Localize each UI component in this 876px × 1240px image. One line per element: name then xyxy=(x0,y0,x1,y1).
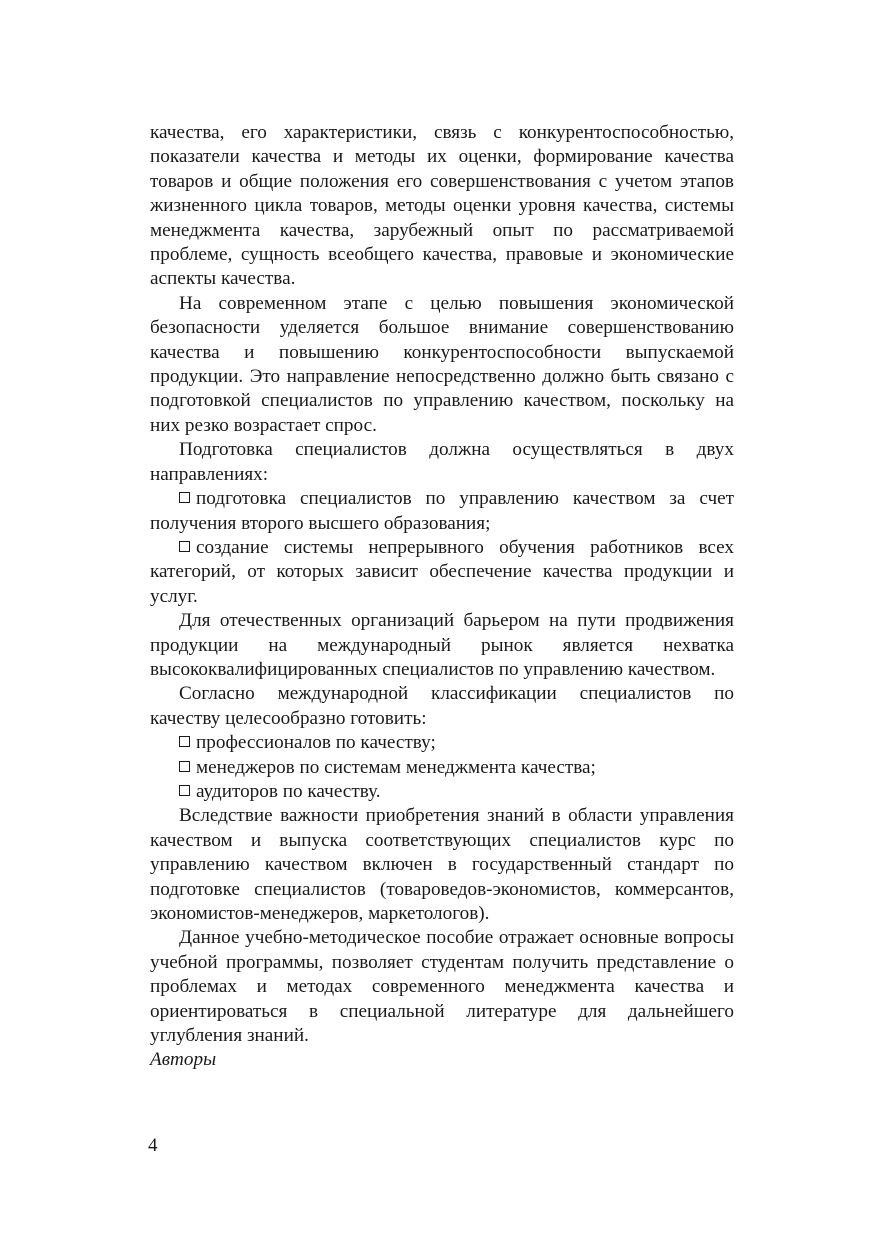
list-item-text: профессионалов по качеству; xyxy=(196,732,436,754)
page-body xyxy=(150,121,734,1073)
list-item xyxy=(150,780,734,804)
checkbox-square-icon xyxy=(179,785,190,796)
checkbox-square-icon xyxy=(179,761,190,772)
paragraph-state-standard: Вследствие важности приобретения знаний в области управления качеством и выпуска соответствующих специалистов курс по управлению качеством включен в государственный стандарт по подготовке специалистов (товароведов-экономистов, коммерсантов, экономистов-менеджеров, маркетологов). xyxy=(150,805,734,924)
paragraph-manual-purpose: Данное учебно-методическое пособие отражает основные вопросы учебной программы, позволяет студентам получить представление о проблемах и методах современного менеджмента качества и ориентироваться в специальной литературе для дальнейшего углубления знаний. xyxy=(150,927,734,1047)
list-item-text: создание системы непрерывного обучения работников всех категорий, от которых зависит обеспечение качества продукции и услуг. xyxy=(150,536,734,607)
paragraph-barrier: Для отечественных организаций барьером на пути продвижения продукции на международный рынок является нехватка высококвалифицированных специалистов по управлению качеством. xyxy=(150,610,734,680)
paragraph-classification: Согласно международной классификации специалистов по качеству целесообразно готовить: xyxy=(150,683,734,729)
list-item xyxy=(150,756,734,780)
page-number: 4 xyxy=(148,1135,158,1156)
authors-signature: Авторы xyxy=(150,1049,217,1071)
checkbox-square-icon xyxy=(179,736,190,747)
list-item xyxy=(150,536,734,609)
list-item-text: подготовка специалистов по управлению качеством за счет получения второго высшего образования; xyxy=(150,488,734,534)
list-item xyxy=(150,731,734,755)
paragraph-economic-security: На современном этапе с целью повышения экономической безопасности уделяется большое внимание совершенствованию качества и повышению конкурентоспособности выпускаемой продукции. Это направление непосредственно должно быть связано с подготовкой специалистов по управлению качеством, поскольку на них резко возрастает спрос. xyxy=(150,292,734,436)
checkbox-square-icon xyxy=(179,541,190,552)
list-item-text: менеджеров по системам менеджмента качества; xyxy=(196,756,596,778)
checkbox-square-icon xyxy=(179,492,190,503)
list-item xyxy=(150,487,734,536)
paragraph-training-directions: Подготовка специалистов должна осуществляться в двух направлениях: xyxy=(150,439,734,485)
paragraph-intro-continued: качества, его характеристики, связь с конкурентоспособностью, показатели качества и методы их оценки, формирование качества товаров и общие положения его совершенствования с учетом этапов жизненного цикла товаров, методы оценки уровня качества, системы менеджмента качества, зарубежный опыт по рассматриваемой проблеме, сущность всеобщего качества, правовые и экономические аспекты качества. xyxy=(150,122,734,290)
list-item-text: аудиторов по качеству. xyxy=(196,780,381,802)
